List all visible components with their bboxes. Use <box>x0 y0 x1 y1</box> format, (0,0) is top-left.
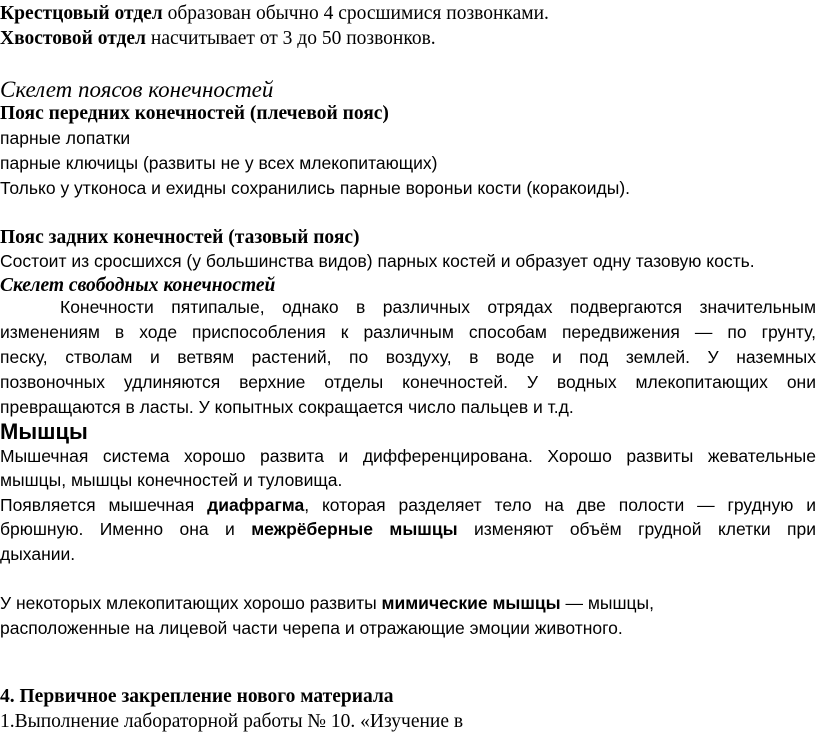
muscles-p2-line-2: брюшную. Именно она и межрёберные мышцы изменяют объём грудной клетки при <box>0 519 816 539</box>
front-girdle-heading: Пояс передних конечностей (плечевой пояс) <box>0 103 389 124</box>
muscles-heading: Мышцы <box>0 419 88 444</box>
sacral-text: образован обычно 4 сросшимися позвонками. <box>162 3 549 24</box>
caudal-term: Хвостовой отдел <box>0 28 147 49</box>
free-limbs-line-5: превращаются в ласты. У копытных сокращается число пальцев и т.д. <box>0 397 574 417</box>
limb-girdles-heading: Скелет поясов конечностей <box>0 77 274 102</box>
free-limbs-line-1: Конечности пятипалые, однако в различных отрядах подвергаются значительным <box>60 297 816 317</box>
muscles-p1-line-2: мышцы, мышцы конечностей и туловища. <box>0 470 343 490</box>
facial-muscles-term: мимические мышцы <box>381 593 561 613</box>
front-girdle-line-1: парные лопатки <box>0 128 131 148</box>
free-limbs-heading: Скелет свободных конечностей <box>0 275 276 296</box>
sacral-line <box>0 4 549 24</box>
sacral-term: Крестцовый отдел <box>0 3 163 24</box>
front-girdle-line-2: парные ключицы (развиты не у всех млекопитающих) <box>0 153 438 173</box>
muscles-p2-line-3: дыхании. <box>0 544 76 564</box>
caudal-line <box>0 29 436 49</box>
section4-line: 1.Выполнение лабораторной работы № 10. «Изучение в <box>0 711 464 732</box>
intercostal-term: межрёберные мышцы <box>251 519 458 539</box>
front-girdle-line-3: Только у утконоса и ехидны сохранились парные вороньи кости (коракоиды). <box>0 178 631 198</box>
hind-girdle-heading: Пояс задних конечностей (тазовый пояс) <box>0 227 360 248</box>
free-limbs-line-2: изменениям в ходе приспособления к различным способам передвижения — по грунту, <box>0 322 816 342</box>
muscles-p2-line-1: Появляется мышечная диафрагма, которая разделяет тело на две полости — грудную и <box>0 495 816 515</box>
free-limbs-line-3: песку, стволам и ветвям растений, по воздуху, в воде и под землей. У наземных <box>0 347 816 367</box>
caudal-text: насчитывает от 3 до 50 позвонков. <box>146 28 436 49</box>
muscles-p3-line-1: У некоторых млекопитающих хорошо развиты мимические мышцы — мышцы, <box>0 593 654 613</box>
section4-heading: 4. Первичное закрепление нового материала <box>0 686 394 707</box>
hind-girdle-text: Состоит из сросшихся (у большинства видов) парных костей и образует одну тазовую кость. <box>0 251 755 271</box>
diaphragm-term: диафрагма <box>207 495 305 515</box>
muscles-p1-line-1: Мышечная система хорошо развита и дифференцирована. Хорошо развиты жевательные <box>0 446 816 466</box>
free-limbs-line-4: позвоночных удлиняются верхние отделы конечностей. У водных млекопитающих они <box>0 372 816 392</box>
muscles-p3-line-2: расположенные на лицевой части черепа и отражающие эмоции животного. <box>0 618 623 638</box>
